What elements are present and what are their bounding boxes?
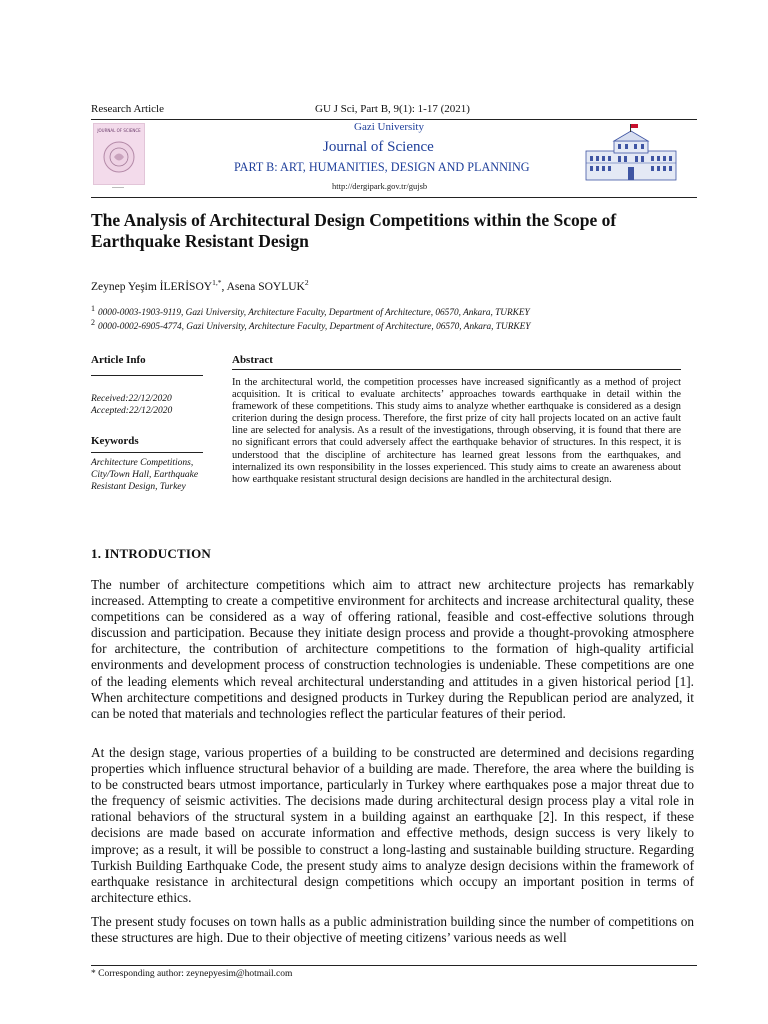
logo-dash xyxy=(112,187,124,188)
received-date: Received:22/12/2020 xyxy=(91,394,172,404)
journal-url[interactable]: http://dergipark.gov.tr/gujsb xyxy=(332,181,428,191)
author-separator: , xyxy=(221,280,227,293)
university-name: Gazi University xyxy=(354,121,424,133)
keywords-heading: Keywords xyxy=(91,435,139,447)
author-2: Asena SOYLUK xyxy=(226,280,305,293)
paper-title: The Analysis of Architectural Design Competitions within the Scope of Earthquake Resistant Design xyxy=(91,210,617,251)
affiliation-1-text: 0000-0003-1903-9119, Gazi University, Architecture Faculty, Department of Architecture, 06570, Ankara, TURKEY xyxy=(98,308,530,318)
header-rule xyxy=(91,119,697,120)
journal-part: PART B: ART, HUMANITIES, DESIGN AND PLANNING xyxy=(234,160,530,174)
abstract-text: In the architectural world, the competition processes have increased significantly as a method of project acquisition. It is critical to evaluate architects’ approaches towards earthquake in detail within the framework of these competitions. This study aims to analyze whether earthquake is considered as a design criterion during the design process. Therefore, the first prize of city hall projects located on an active fault line are selected for analysis. As a result of the investigations, through observing, it is found that there are no significant errors that could adversely affect the earthquake behavior of structures. In this respect, it is understood that the discipline of architecture has learned great lessons from the earthquakes, and internalized its own responsibility in the losses experienced. This study aims to create an awareness about how earthquake resistant structural design decisions are handled in the architectural design. xyxy=(232,377,681,485)
journal-logo-left xyxy=(93,123,145,185)
author-1: Zeynep Yeşim İLERİSOY xyxy=(91,280,213,293)
authors-line xyxy=(91,278,309,293)
affiliation-1-sup: 1 xyxy=(91,304,95,313)
intro-paragraph-3: The present study focuses on town halls as a public administration building since the number of competitions on these structures are high. Due to their objective of meeting citizens’ various needs as well xyxy=(91,914,694,946)
logo-text: JOURNAL OF SCIENCE xyxy=(97,128,141,133)
abstract-heading: Abstract xyxy=(232,354,273,366)
corresponding-author-footnote: * Corresponding author: zeynepyesim@hotmail.com xyxy=(91,969,293,979)
article-info-heading: Article Info xyxy=(91,354,146,366)
keywords-list: Architecture Competitions, City/Town Hall, Earthquake Resistant Design, Turkey xyxy=(91,458,199,492)
affiliation-1 xyxy=(91,304,530,318)
journal-name: Journal of Science xyxy=(323,139,434,155)
intro-paragraph-1: The number of architecture competitions which aim to attract new architecture projects has remarkably increased. Attempting to create a competitive environment for architects and increase architectural quality, these competitions can be considered as a way of offering rational, feasible and cost-effective solutions through discussion and participation. Because they initiate design process and provide a thought-provoking atmosphere for architecture, the contribution of architecture competitions to the formation of high-quality artificial environments and development process of construction technologies is undeniable. These competitions are one of the leading elements which reveal architectural understanding and attitudes in a given historical period [1]. When architecture competitions and designed products in Turkey during the Republican period are analyzed, it can be noted that materials and technologies reflect the particular features of their period. xyxy=(91,577,694,721)
article-type: Research Article xyxy=(91,103,164,115)
gazi-emblem-icon xyxy=(94,133,144,183)
affiliation-2-sup: 2 xyxy=(91,318,95,327)
citation: GU J Sci, Part B, 9(1): 1-17 (2021) xyxy=(315,103,470,115)
author-1-sup: 1,* xyxy=(212,278,222,287)
gazi-university-building-icon xyxy=(584,123,678,183)
accepted-date: Accepted:22/12/2020 xyxy=(91,406,173,416)
affiliation-2-text: 0000-0002-6905-4774, Gazi University, Architecture Faculty, Department of Architecture, 06570, Ankara, TURKEY xyxy=(98,322,531,332)
article-info-rule xyxy=(91,375,203,376)
header-bottom-rule xyxy=(91,197,697,198)
keywords-rule xyxy=(91,452,203,453)
section-heading-introduction: 1. INTRODUCTION xyxy=(91,546,212,561)
intro-paragraph-2: At the design stage, various properties of a building to be constructed are determined and decisions regarding properties which influence structural behavior of a building are made. Therefore, the area where the building is to be constructed bears utmost importance, particularly in Turkey where earthquakes pose a major threat due to the frequency of seismic activities. The decisions made during architectural design process play a vital role in rational behaviors of the structural system in a building against an earthquake [2]. In this respect, if these decisions are made based on accurate information and effective methods, design success is very likely to improve; as a result, it will be possible to construct a long-lasting and sustainable building structure. Regarding Turkish Building Earthquake Code, the present study aims to analyze design decisions within the framework of earthquake resistance in architectural design competitions which occupy an important position in terms of architecture ethics. xyxy=(91,745,694,905)
footnote-rule xyxy=(91,965,697,966)
affiliation-2 xyxy=(91,318,530,332)
author-2-sup: 2 xyxy=(304,278,309,287)
abstract-rule xyxy=(232,369,681,370)
